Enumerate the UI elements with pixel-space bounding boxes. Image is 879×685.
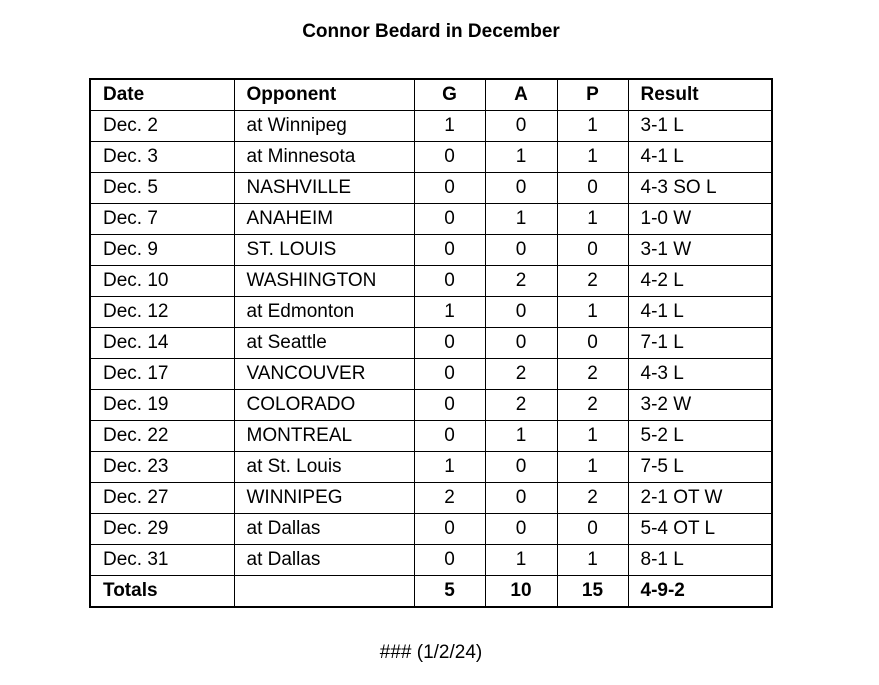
cell-date: Dec. 14 xyxy=(90,328,234,359)
cell-assists: 1 xyxy=(485,421,557,452)
table-row xyxy=(90,545,772,576)
cell-goals: 0 xyxy=(414,359,485,390)
cell-points: 2 xyxy=(557,483,628,514)
cell-result: 4-3 SO L xyxy=(628,173,772,204)
cell-goals: 0 xyxy=(414,390,485,421)
totals-assists: 10 xyxy=(485,576,557,608)
totals-label: Totals xyxy=(90,576,234,608)
cell-opponent: at Winnipeg xyxy=(234,111,414,142)
table-row xyxy=(90,359,772,390)
table-row xyxy=(90,421,772,452)
cell-date: Dec. 9 xyxy=(90,235,234,266)
table-row xyxy=(90,111,772,142)
column-header-opponent: Opponent xyxy=(234,79,414,111)
cell-goals: 0 xyxy=(414,204,485,235)
cell-opponent: NASHVILLE xyxy=(234,173,414,204)
cell-goals: 1 xyxy=(414,452,485,483)
cell-assists: 0 xyxy=(485,483,557,514)
cell-assists: 0 xyxy=(485,328,557,359)
cell-points: 0 xyxy=(557,514,628,545)
cell-goals: 0 xyxy=(414,266,485,297)
cell-date: Dec. 2 xyxy=(90,111,234,142)
cell-date: Dec. 27 xyxy=(90,483,234,514)
table-row xyxy=(90,204,772,235)
cell-points: 1 xyxy=(557,452,628,483)
cell-assists: 0 xyxy=(485,452,557,483)
cell-opponent: ANAHEIM xyxy=(234,204,414,235)
cell-result: 7-1 L xyxy=(628,328,772,359)
cell-points: 2 xyxy=(557,266,628,297)
cell-assists: 1 xyxy=(485,204,557,235)
cell-result: 4-3 L xyxy=(628,359,772,390)
game-log-table xyxy=(89,78,773,608)
cell-goals: 0 xyxy=(414,545,485,576)
cell-opponent: at Dallas xyxy=(234,514,414,545)
cell-points: 0 xyxy=(557,173,628,204)
cell-result: 4-2 L xyxy=(628,266,772,297)
cell-assists: 2 xyxy=(485,359,557,390)
cell-date: Dec. 10 xyxy=(90,266,234,297)
cell-goals: 2 xyxy=(414,483,485,514)
cell-date: Dec. 29 xyxy=(90,514,234,545)
cell-date: Dec. 12 xyxy=(90,297,234,328)
column-header-assists: A xyxy=(485,79,557,111)
cell-points: 2 xyxy=(557,390,628,421)
cell-result: 3-2 W xyxy=(628,390,772,421)
cell-opponent: WINNIPEG xyxy=(234,483,414,514)
cell-assists: 0 xyxy=(485,173,557,204)
cell-result: 8-1 L xyxy=(628,545,772,576)
cell-goals: 0 xyxy=(414,142,485,173)
cell-assists: 0 xyxy=(485,514,557,545)
cell-opponent: at Seattle xyxy=(234,328,414,359)
cell-goals: 0 xyxy=(414,514,485,545)
column-header-result: Result xyxy=(628,79,772,111)
cell-date: Dec. 3 xyxy=(90,142,234,173)
cell-assists: 0 xyxy=(485,235,557,266)
cell-assists: 2 xyxy=(485,266,557,297)
footer-note: ### (1/2/24) xyxy=(379,642,483,663)
cell-date: Dec. 7 xyxy=(90,204,234,235)
cell-result: 4-1 L xyxy=(628,142,772,173)
cell-result: 1-0 W xyxy=(628,204,772,235)
cell-assists: 0 xyxy=(485,111,557,142)
cell-date: Dec. 17 xyxy=(90,359,234,390)
table-row xyxy=(90,390,772,421)
cell-assists: 1 xyxy=(485,142,557,173)
cell-points: 1 xyxy=(557,111,628,142)
totals-opponent xyxy=(234,576,414,608)
totals-row xyxy=(90,576,772,608)
header-row xyxy=(90,79,772,111)
cell-result: 2-1 OT W xyxy=(628,483,772,514)
table-row xyxy=(90,452,772,483)
column-header-date: Date xyxy=(90,79,234,111)
table-row xyxy=(90,514,772,545)
table-row xyxy=(90,142,772,173)
cell-assists: 0 xyxy=(485,297,557,328)
cell-points: 1 xyxy=(557,421,628,452)
cell-result: 5-2 L xyxy=(628,421,772,452)
table-row xyxy=(90,483,772,514)
game-rows xyxy=(90,111,772,576)
totals-points: 15 xyxy=(557,576,628,608)
cell-opponent: MONTREAL xyxy=(234,421,414,452)
cell-date: Dec. 22 xyxy=(90,421,234,452)
cell-points: 0 xyxy=(557,328,628,359)
cell-goals: 1 xyxy=(414,111,485,142)
table-row xyxy=(90,235,772,266)
page-title: Connor Bedard in December xyxy=(302,21,560,42)
cell-points: 1 xyxy=(557,142,628,173)
table-row xyxy=(90,173,772,204)
cell-date: Dec. 19 xyxy=(90,390,234,421)
cell-date: Dec. 5 xyxy=(90,173,234,204)
cell-points: 0 xyxy=(557,235,628,266)
cell-result: 4-1 L xyxy=(628,297,772,328)
cell-result: 7-5 L xyxy=(628,452,772,483)
cell-points: 1 xyxy=(557,545,628,576)
cell-opponent: VANCOUVER xyxy=(234,359,414,390)
table-row xyxy=(90,266,772,297)
cell-points: 1 xyxy=(557,204,628,235)
cell-opponent: ST. LOUIS xyxy=(234,235,414,266)
table-row xyxy=(90,297,772,328)
cell-assists: 1 xyxy=(485,545,557,576)
totals-result: 4-9-2 xyxy=(628,576,772,608)
cell-date: Dec. 31 xyxy=(90,545,234,576)
cell-goals: 0 xyxy=(414,421,485,452)
cell-result: 3-1 L xyxy=(628,111,772,142)
cell-goals: 0 xyxy=(414,173,485,204)
cell-goals: 0 xyxy=(414,328,485,359)
cell-opponent: COLORADO xyxy=(234,390,414,421)
cell-opponent: at Dallas xyxy=(234,545,414,576)
cell-result: 3-1 W xyxy=(628,235,772,266)
table-row xyxy=(90,328,772,359)
cell-opponent: WASHINGTON xyxy=(234,266,414,297)
cell-date: Dec. 23 xyxy=(90,452,234,483)
cell-goals: 0 xyxy=(414,235,485,266)
cell-assists: 2 xyxy=(485,390,557,421)
cell-result: 5-4 OT L xyxy=(628,514,772,545)
column-header-goals: G xyxy=(414,79,485,111)
totals-goals: 5 xyxy=(414,576,485,608)
cell-points: 1 xyxy=(557,297,628,328)
column-header-points: P xyxy=(557,79,628,111)
cell-goals: 1 xyxy=(414,297,485,328)
cell-opponent: at Edmonton xyxy=(234,297,414,328)
cell-points: 2 xyxy=(557,359,628,390)
cell-opponent: at Minnesota xyxy=(234,142,414,173)
cell-opponent: at St. Louis xyxy=(234,452,414,483)
